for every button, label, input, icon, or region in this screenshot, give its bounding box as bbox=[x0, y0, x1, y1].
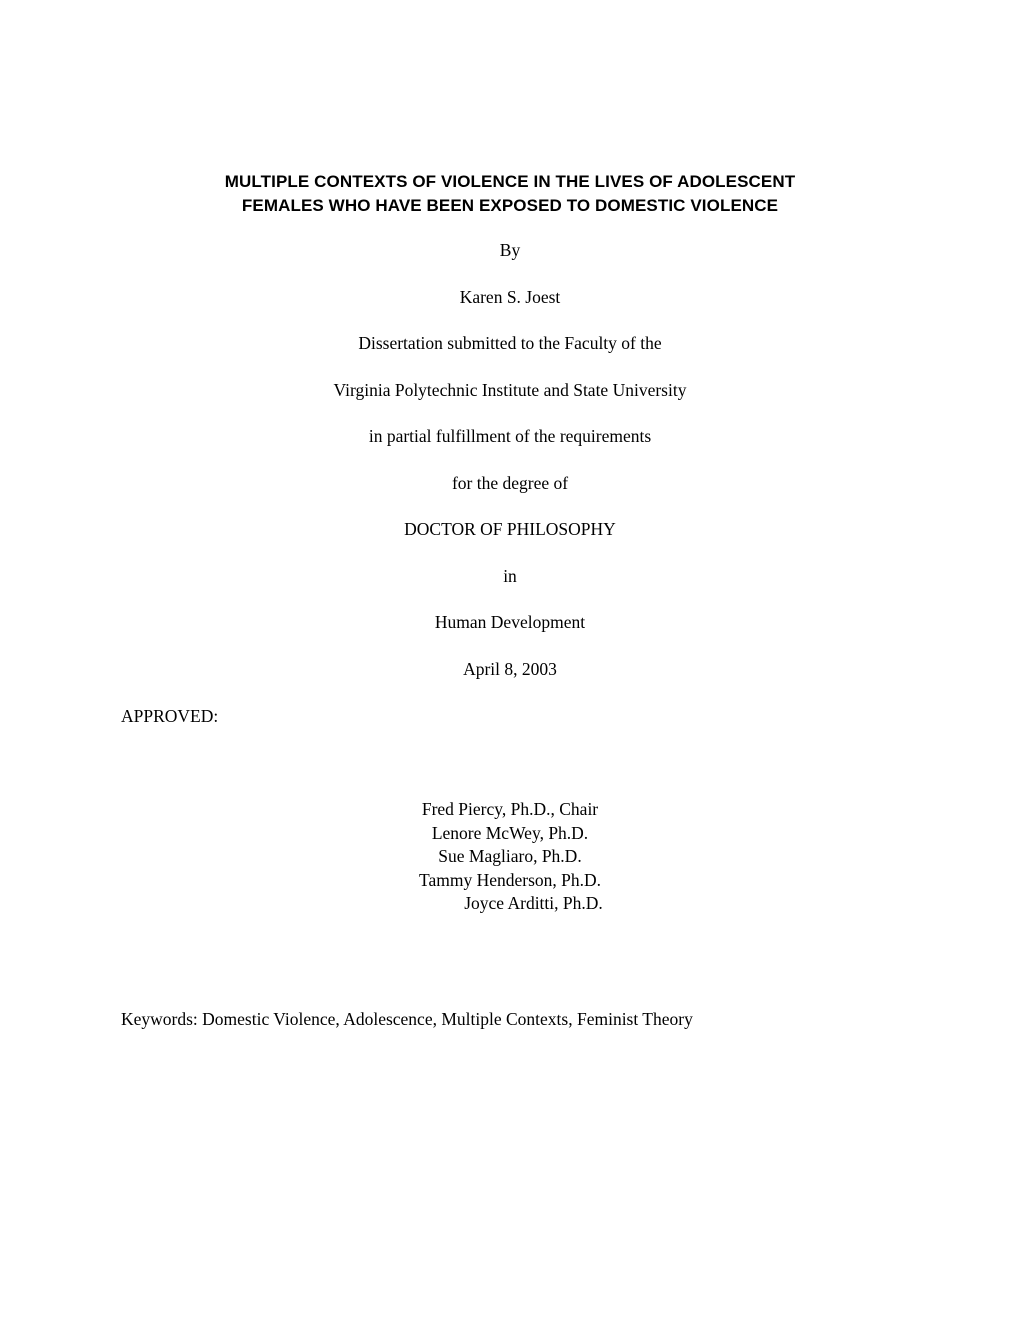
by-label: By bbox=[499, 240, 521, 260]
in-label: in bbox=[503, 566, 517, 586]
title-line-1: MULTIPLE CONTEXTS OF VIOLENCE IN THE LIVES OF ADOLESCENT bbox=[224, 172, 796, 191]
degree-prefix: for the degree of bbox=[451, 473, 569, 493]
committee-list bbox=[0, 798, 1020, 916]
degree-name: DOCTOR OF PHILOSOPHY bbox=[404, 519, 616, 539]
committee-member: Sue Magliaro, Ph.D. bbox=[438, 846, 582, 866]
submission-statement: Dissertation submitted to the Faculty of the bbox=[358, 333, 662, 353]
committee-member: Tammy Henderson, Ph.D. bbox=[418, 869, 601, 890]
approved-label: APPROVED: bbox=[121, 706, 219, 726]
title-line-2: FEMALES WHO HAVE BEEN EXPOSED TO DOMESTIC VIOLENCE bbox=[241, 196, 779, 215]
fulfillment-statement: in partial fulfillment of the requirements bbox=[368, 426, 652, 446]
committee-member: Lenore McWey, Ph.D. bbox=[431, 822, 589, 843]
dissertation-title bbox=[0, 170, 1020, 218]
author-name: Karen S. Joest bbox=[459, 287, 561, 307]
committee-member: Fred Piercy, Ph.D., Chair bbox=[421, 799, 599, 819]
institution-name: Virginia Polytechnic Institute and State University bbox=[333, 380, 687, 400]
field-of-study: Human Development bbox=[434, 612, 586, 632]
submission-date: April 8, 2003 bbox=[463, 659, 557, 679]
committee-member: Joyce Arditti, Ph.D. bbox=[464, 893, 603, 913]
keywords: Keywords: Domestic Violence, Adolescence, Multiple Contexts, Feminist Theory bbox=[121, 1009, 693, 1029]
